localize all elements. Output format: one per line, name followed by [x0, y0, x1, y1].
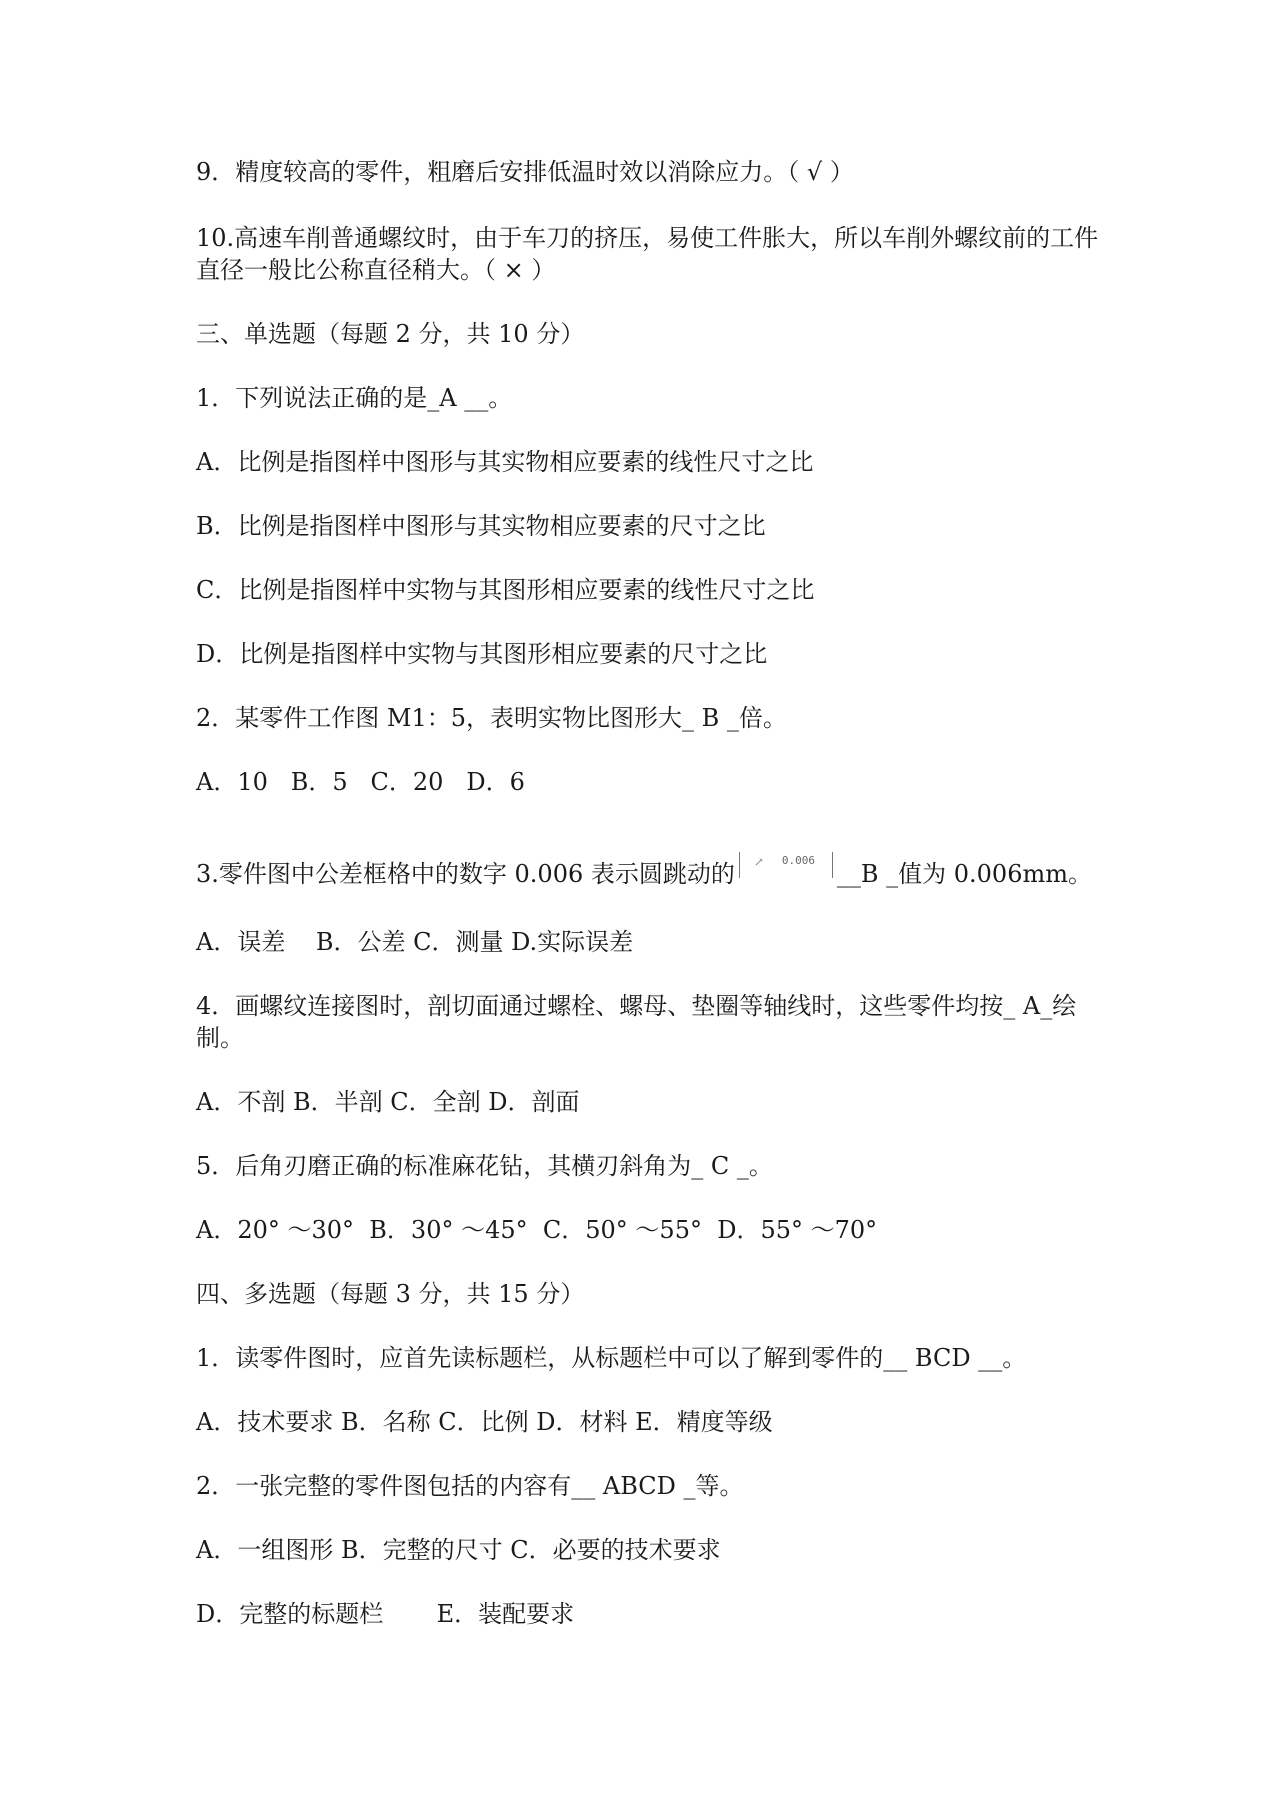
single-question-3-options: A．误差 B．公差 C．测量 D.实际误差: [196, 928, 634, 956]
single-question-4: 4．画螺纹连接图时，剖切面通过螺栓、螺母、垫圈等轴线时，这些零件均按_ A_绘制。: [196, 992, 1077, 1052]
multi-question-1-options: A．技术要求 B．名称 C．比例 D．材料 E．精度等级: [196, 1408, 773, 1436]
single-question-1-option-b: B．比例是指图样中图形与其实物相应要素的尺寸之比: [196, 512, 766, 540]
single-question-4-options: A．不剖 B．半剖 C．全剖 D．剖面: [196, 1088, 580, 1116]
multi-question-2-options-row-1: A．一组图形 B．完整的尺寸 C．必要的技术要求: [196, 1536, 721, 1564]
judgement-item-10: 10.高速车削普通螺纹时，由于车刀的挤压，易使工件胀大，所以车削外螺纹前的工件直径一般比公称直径稍大。（ × ）: [196, 224, 1099, 284]
circular-runout-icon: ↗: [753, 855, 764, 869]
single-question-1-option-c: C．比例是指图样中实物与其图形相应要素的线性尺寸之比: [196, 576, 815, 604]
section-heading-single-choice: 三、单选题（每题 2 分，共 10 分）: [196, 320, 585, 348]
single-question-5-options: A．20° ～30° B．30° ～45° C．50° ～55° D．55° ～70°: [196, 1216, 878, 1244]
multi-question-2: 2．一张完整的零件图包括的内容有__ ABCD _等。: [196, 1472, 744, 1500]
single-question-3: [196, 852, 1116, 890]
multi-question-2-options-row-2: D．完整的标题栏 E．装配要求: [196, 1600, 575, 1628]
judgement-item-9: 9．精度较高的零件，粗磨后安排低温时效以消除应力。（ √ ）: [196, 158, 854, 186]
section-heading-multiple-choice: 四、多选题（每题 3 分，共 15 分）: [196, 1280, 585, 1308]
single-question-3-text-before: 3.零件图中公差框格中的数字 0.006 表示圆跳动的: [196, 860, 735, 888]
single-question-3-text-after: __B _值为 0.006mm。: [836, 860, 1092, 888]
multi-question-1: 1．读零件图时，应首先读标题栏，从标题栏中可以了解到零件的__ BCD __。: [196, 1344, 1027, 1372]
single-question-1-option-a: A．比例是指图样中图形与其实物相应要素的线性尺寸之比: [196, 448, 814, 476]
tolerance-frame-image: [739, 852, 833, 878]
single-question-2: 2．某零件工作图 M1：5，表明实物比图形大_ B _倍。: [196, 704, 787, 732]
single-question-1-option-d: D．比例是指图样中实物与其图形相应要素的尺寸之比: [196, 640, 768, 668]
single-question-2-options: A．10 B．5 C．20 D．6: [196, 768, 525, 796]
tolerance-frame-value: 0.006: [781, 854, 815, 867]
single-question-5: 5．后角刃磨正确的标准麻花钻，其横刃斜角为_ C _。: [196, 1152, 773, 1180]
single-question-1: 1．下列说法正确的是_A __。: [196, 384, 513, 412]
